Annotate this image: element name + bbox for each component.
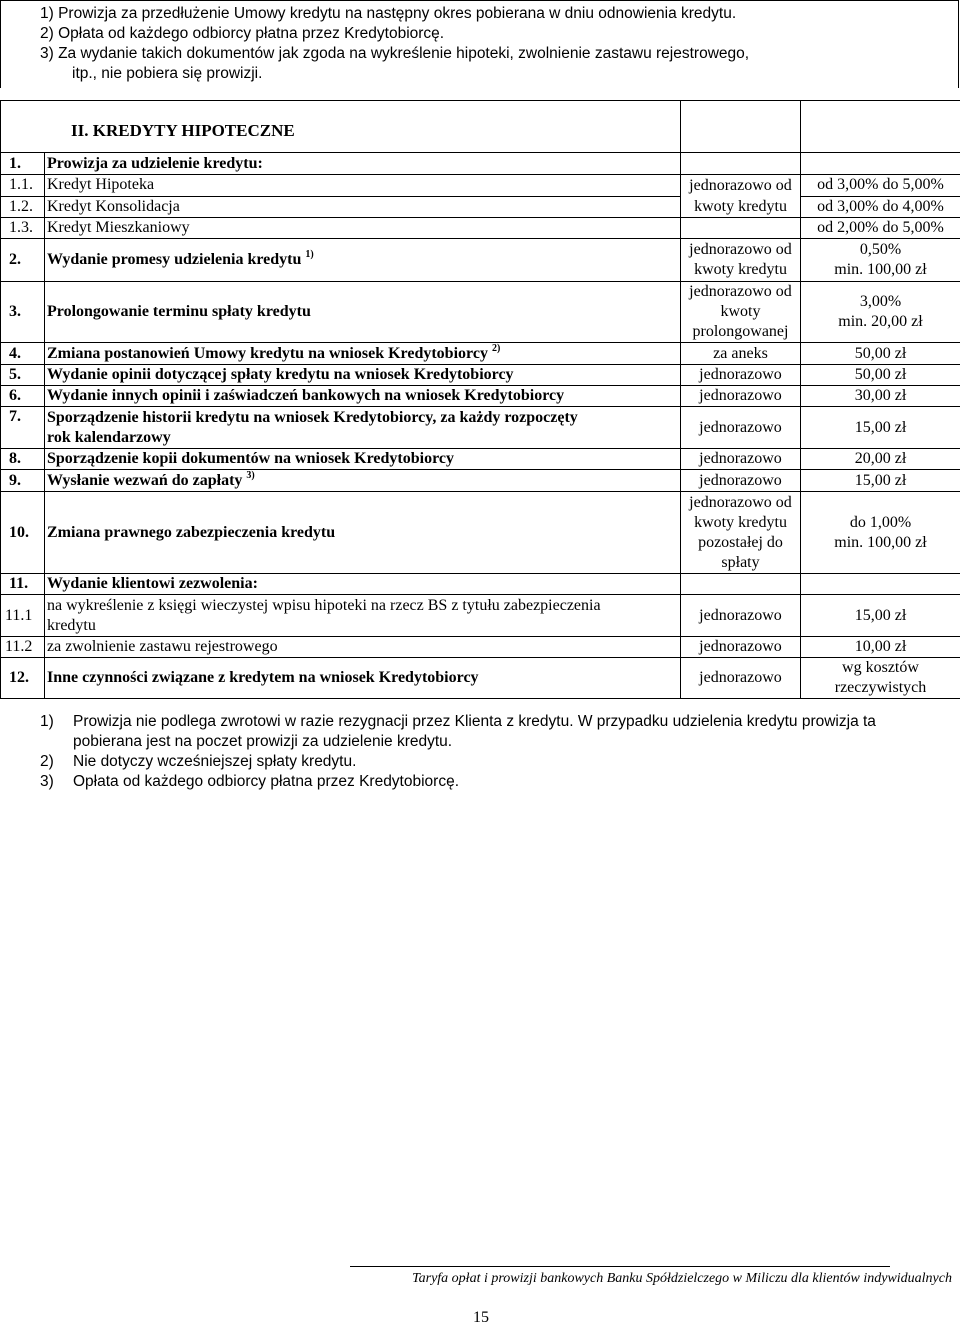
row-label: Kredyt Konsolidacja [45, 196, 681, 218]
row-label: Wydanie opinii dotyczącej spłaty kredytu na wniosek Kredytobiorcy [45, 365, 681, 386]
fee-value: 50,00 zł [801, 365, 960, 386]
top-note-2: 2) Opłata od każdego odbiorcy płatna przez Kredytobiorcę. [40, 25, 445, 42]
fee-mode: jednorazowo [681, 365, 801, 386]
row-number: 1. [1, 153, 45, 175]
fee-mode: jednorazowo [681, 595, 801, 637]
fee-mode: jednorazowo od kwoty kredytu [681, 239, 801, 282]
row-label: Inne czynności związane z kredytem na wniosek Kredytobiorcy [45, 658, 681, 699]
row-number: 2. [1, 239, 45, 282]
fee-value: 20,00 zł [801, 449, 960, 470]
fee-value: wg kosztów rzeczywistych [801, 658, 960, 699]
row-label: Wydanie innych opinii i zaświadczeń bankowych na wniosek Kredytobiorcy [45, 386, 681, 407]
table-row [1, 365, 960, 386]
table-row [1, 574, 960, 595]
footnote: 1) Prowizja nie podlega zwrotowi w razie rezygnacji przez Klienta z kredytu. W przypadku udzielenia kredytu prowizja ta pobierana jest na poczet prowizji za udzielenie kredytu. [40, 713, 876, 750]
table-row [1, 239, 960, 282]
row-number: 10. [1, 492, 45, 574]
fee-value: do 1,00% min. 100,00 zł [801, 492, 960, 574]
row-label: Wysłanie wezwań do zapłaty $^{3)}$ [45, 470, 681, 492]
fee-value: 30,00 zł [801, 386, 960, 407]
section-header-row [1, 101, 960, 153]
table-row [1, 343, 960, 365]
fee-mode: jednorazowo [681, 386, 801, 407]
box-left-border [0, 0, 1, 88]
fee-value: 3,00% min. 20,00 zł [801, 282, 960, 343]
row-number: 8. [1, 449, 45, 470]
section-title: II. KREDYTY HIPOTECZNE [1, 101, 681, 153]
row-label: Zmiana prawnego zabezpieczenia kredytu [45, 492, 681, 574]
fee-mode: jednorazowo [681, 658, 801, 699]
fee-value: od 3,00% do 4,00% [801, 196, 960, 218]
fee-value: od 3,00% do 5,00% [801, 175, 960, 197]
row-number: 5. [1, 365, 45, 386]
footnote: 3) Opłata od każdego odbiorcy płatna przez Kredytobiorcę. [40, 773, 460, 790]
fee-value: 15,00 zł [801, 407, 960, 449]
row-label: Wydanie klientowi zezwolenia: [45, 574, 681, 595]
row-label: Prolongowanie terminu spłaty kredytu [45, 282, 681, 343]
footer-rule [350, 1266, 890, 1267]
row-number: 11.1 [1, 595, 45, 637]
fee-table [0, 100, 960, 699]
table-row [1, 386, 960, 407]
table-row [1, 218, 960, 239]
fee-mode: za aneks [681, 343, 801, 365]
row-label: Sporządzenie historii kredytu na wniosek Kredytobiorcy, za każdy rozpoczęty rok kalendarzowy [45, 407, 681, 449]
row-number: 11.2 [1, 637, 45, 658]
fee-mode: jednorazowo od kwoty kredytu [681, 175, 801, 218]
row-number: 1.1. [1, 175, 45, 197]
box-top-border [0, 0, 958, 1]
top-note-1: 1) Prowizja za przedłużenie Umowy kredytu na następny okres pobierana w dniu odnowienia kredytu. [40, 5, 737, 22]
box-right-border [958, 0, 959, 88]
fee-mode: jednorazowo [681, 449, 801, 470]
row-label: Sporządzenie kopii dokumentów na wniosek Kredytobiorcy [45, 449, 681, 470]
row-label: Wydanie promesy udzielenia kredytu $^{1)}$ [45, 239, 681, 282]
fee-value: 15,00 zł [801, 470, 960, 492]
page-number: 15 [473, 1309, 489, 1326]
row-number: 1.2. [1, 196, 45, 218]
row-label: Kredyt Mieszkaniowy [45, 218, 681, 239]
fee-value: od 2,00% do 5,00% [801, 218, 960, 239]
fee-value: 15,00 zł [801, 595, 960, 637]
top-note-3-cont: itp., nie pobiera się prowizji. [72, 65, 263, 82]
row-number: 1.3. [1, 218, 45, 239]
footer-text: Taryfa opłat i prowizji bankowych Banku Spółdzielczego w Miliczu dla klientów indywidualnych [412, 1271, 952, 1286]
row-label: Kredyt Hipoteka [45, 175, 681, 197]
row-label: Zmiana postanowień Umowy kredytu na wniosek Kredytobiorcy $^{2)}$ [45, 343, 681, 365]
row-label: na wykreślenie z księgi wieczystej wpisu hipoteki na rzecz BS z tytułu zabezpieczenia kredytu [45, 595, 681, 637]
table-row [1, 470, 960, 492]
fee-value: 10,00 zł [801, 637, 960, 658]
row-number: 12. [1, 658, 45, 699]
footnote: 2) Nie dotyczy wcześniejszej spłaty kredytu. [40, 753, 357, 770]
table-row [1, 658, 960, 699]
row-number: 3. [1, 282, 45, 343]
table-row [1, 175, 960, 197]
table-row [1, 637, 960, 658]
fee-value: 50,00 zł [801, 343, 960, 365]
fee-mode: jednorazowo od kwoty prolongowanej [681, 282, 801, 343]
row-number: 7. [1, 407, 45, 449]
table-row [1, 196, 960, 218]
row-number: 11. [1, 574, 45, 595]
table-row [1, 153, 960, 175]
table-row [1, 492, 960, 574]
table-row [1, 595, 960, 637]
fee-mode: jednorazowo [681, 470, 801, 492]
table-row [1, 282, 960, 343]
row-label: Prowizja za udzielenie kredytu: [45, 153, 681, 175]
row-number: 4. [1, 343, 45, 365]
footnotes [40, 712, 920, 792]
row-number: 9. [1, 470, 45, 492]
table-row [1, 449, 960, 470]
fee-value: 0,50% min. 100,00 zł [801, 239, 960, 282]
fee-mode: jednorazowo [681, 407, 801, 449]
top-note-3: 3) Za wydanie takich dokumentów jak zgoda na wykreślenie hipoteki, zwolnienie zastawu rejestrowego, [40, 45, 750, 62]
fee-mode: jednorazowo [681, 637, 801, 658]
row-number: 6. [1, 386, 45, 407]
row-label: za zwolnienie zastawu rejestrowego [45, 637, 681, 658]
fee-mode: jednorazowo od kwoty kredytu pozostałej do spłaty [681, 492, 801, 574]
table-row [1, 407, 960, 449]
